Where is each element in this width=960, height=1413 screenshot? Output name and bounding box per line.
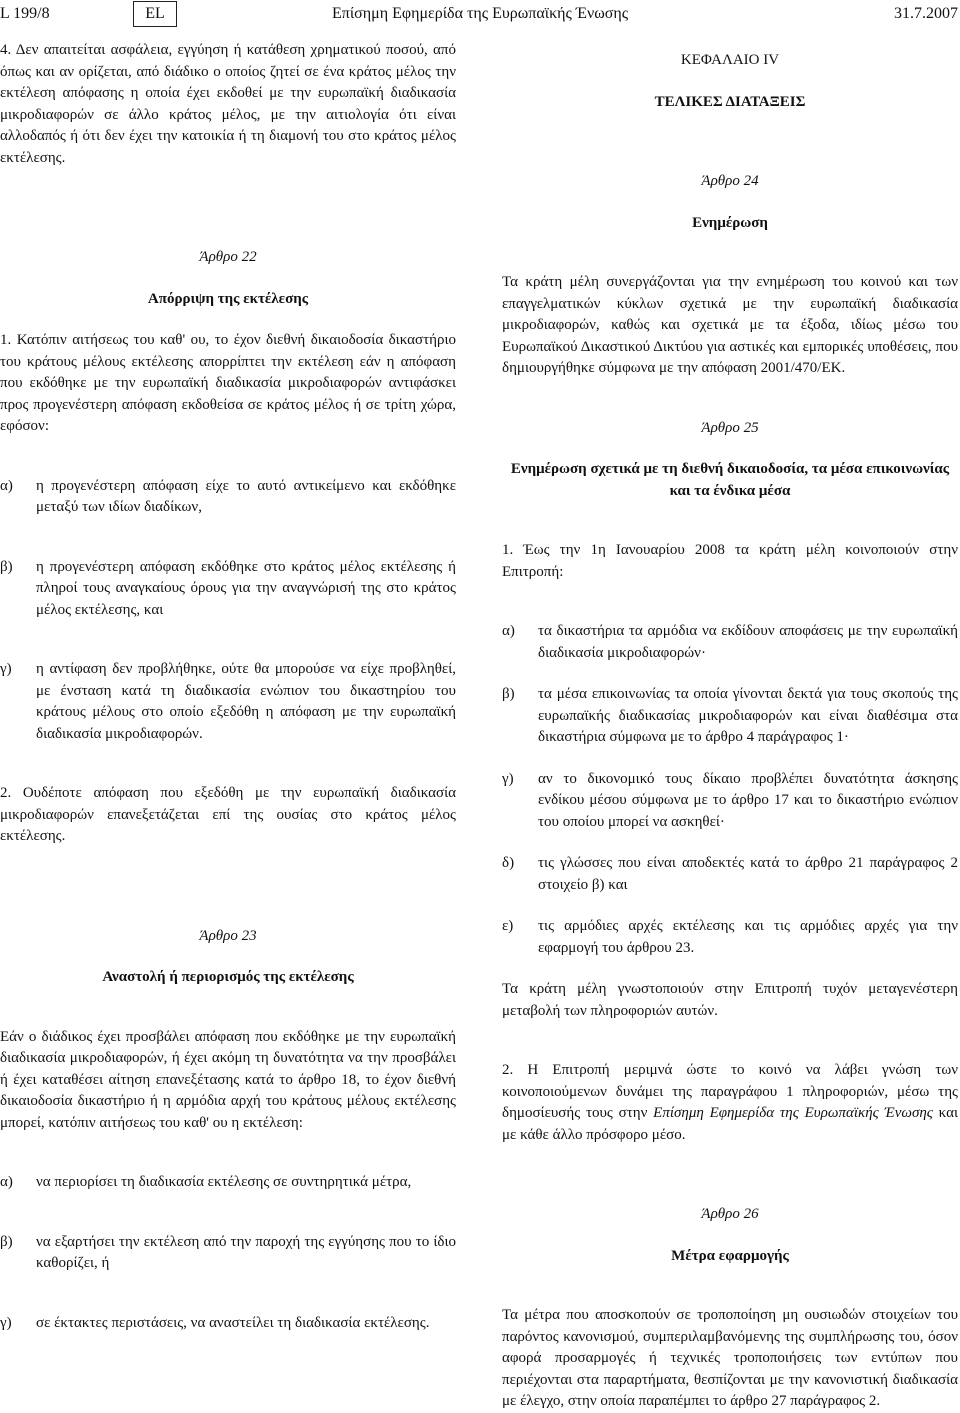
list-item: δ) τις γλώσσες που είναι αποδεκτές κατά το άρθρο 21 παράγραφος 2 στοιχείο β) και xyxy=(502,855,958,893)
page-number: L 199/8 xyxy=(0,5,50,22)
list-item: α) η προγενέστερη απόφαση είχε το αυτό αντικείμενο και εκδόθηκε μεταξύ των ιδίων διαδίκων, xyxy=(0,477,456,515)
article-26-number: Άρθρο 26 xyxy=(701,1206,759,1222)
article-25-paragraph-2: 2. Η Επιτροπή μεριμνά ώστε το κοινό να λάβει γνώση των κοινοποιούμενων δυνάμει της παραγράφου 1 πληροφοριών, μέσω της δημοσίευσής τους στην Επίσημη Εφημερίδα της Ευρωπαϊκής Ένωσης και με κάθε άλλο πρόσφορο μέσο. xyxy=(502,1062,958,1143)
article-25-paragraph-1: 1. Έως την 1η Ιανουαρίου 2008 τα κράτη μέλη κοινοποιούν στην Επιτροπή: xyxy=(502,542,958,580)
paragraph-4: 4. Δεν απαιτείται ασφάλεια, εγγύηση ή κατάθεση χρηματικού ποσού, από όπως και αν ορίζεται, από διάδικο ο οποίος ζητεί σε ένα κράτος μέλος την εκτέλεση απόφασης η οποία έχει εκδοθεί με την ευρωπαϊκή διαδικασία μικροδιαφορών σε άλλο κράτος μέλος, με την αιτιολογία ότι είναι αλλοδαπός ή ότι δεν έχει την κατοικία ή τη διαμονή του στο κράτος μέλος εκτέλεσης. xyxy=(0,42,456,166)
article-22-paragraph-1: 1. Κατόπιν αιτήσεως του καθ' ου, το έχον διεθνή δικαιοδοσία δικαστήριο του κράτους μέλους εκτέλεσης απορρίπτει την εκτέλεση εάν η απόφαση που εκδόθηκε με την ευρωπαϊκή διαδικασία μικροδιαφορών αντιφάσκει προς προγενέστερη απόφαση εκδοθείσα σε κράτος μέλος ή σε τρίτη χώρα, εφόσον: xyxy=(0,332,456,434)
left-column xyxy=(0,40,456,1334)
article-22-title: Απόρριψη της εκτέλεσης xyxy=(147,290,309,307)
article-25-number: Άρθρο 25 xyxy=(701,419,759,436)
chapter-title: ΤΕΛΙΚΕΣ ΔΙΑΤΑΞΕΙΣ xyxy=(654,93,806,110)
article-25-paragraph-1b: Τα κράτη μέλη γνωστοποιούν στην Επιτροπή τυχόν μεταγενέστερη μεταβολή των πληροφοριών αυτών. xyxy=(502,981,958,1019)
article-24-number: Άρθρο 24 xyxy=(701,173,759,189)
language-badge: EL xyxy=(133,1,177,27)
chapter-number: ΚΕΦΑΛΑΙΟ IV xyxy=(680,52,780,68)
journal-reference: Επίσημη Εφημερίδα της Ευρωπαϊκής Ένωσης xyxy=(653,1105,933,1121)
article-23-paragraph: Εάν ο διάδικος έχει προσβάλει απόφαση που εκδόθηκε με την ευρωπαϊκή διαδικασία μικροδιαφορών, ή έχει ακόμη τη δυνατότητα να την προσβάλει ή έχει καταθέσει αίτηση επανεξέτασης κατά το άρθρο 18, το έχον διεθνή δικαιοδοσία δικαστήριο ή η αρμόδια αρχή του κράτους μέλους εκτέλεσης μπορεί, κατόπιν αιτήσεως του καθ' ου η εκτέλεση: xyxy=(0,1028,456,1131)
article-22-number: Άρθρο 22 xyxy=(199,249,257,265)
publication-date: 31.7.2007 xyxy=(894,5,958,22)
article-26-paragraph: Τα μέτρα που αποσκοπούν σε τροποποίηση μη ουσιωδών στοιχείων του παρόντος κανονισμού, συμπεριλαμβανόμενης της συμπλήρωσης του, όσον αφορά προσαρμογές ή τεχνικές τροποποιήσεις των εντύπων που περιέχονται στα παραρτήματα, θεσπίζονται με την κανονιστική διαδικασία με έλεγχο, στην οποία παραπέμπει το άρθρο 27 παράγραφος 2. xyxy=(502,1307,958,1409)
right-column xyxy=(502,40,958,1413)
list-item: ε) τις αρμόδιες αρχές εκτέλεσης και τις αρμόδιες αρχές για την εφαρμογή του άρθρου 23. xyxy=(502,918,958,956)
list-item: γ) σε έκτακτες περιστάσεις, να αναστείλει τη διαδικασία εκτέλεσης. xyxy=(0,1314,430,1331)
article-23-number: Άρθρο 23 xyxy=(199,927,257,944)
article-24-paragraph: Τα κράτη μέλη συνεργάζονται για την ενημέρωση του κοινού και των επαγγελματικών κύκλων σχετικά με την ευρωπαϊκή διαδικασία μικροδιαφορών, καθώς και σχετικά με τα έξοδα, ιδίως μέσω του Ευρωπαϊκού Δικαστικού Δικτύου για αστικές και εμπορικές υποθέσεις, που δημιουργήθηκε σύμφωνα με την απόφαση 2001/470/ΕΚ. xyxy=(502,274,958,376)
list-item: β) να εξαρτήσει την εκτέλεση από την παροχή της εγγύησης που το ίδιο καθορίζει, ή xyxy=(0,1233,456,1271)
list-item: β) η προγενέστερη απόφαση εκδόθηκε στο κράτος μέλος εκτέλεσης ή πληροί τους αναγκαίους όρους για την αναγνώρισή της στο κράτος μέλος εκτέλεσης, και xyxy=(0,558,456,618)
article-23-title: Αναστολή ή περιορισμός της εκτέλεσης xyxy=(102,969,354,985)
article-26-title: Μέτρα εφαρμογής xyxy=(671,1247,789,1264)
list-item: α) τα δικαστήρια τα αρμόδια να εκδίδουν αποφάσεις με την ευρωπαϊκή διαδικασία μικροδιαφορών· xyxy=(502,623,958,661)
list-item: α) να περιορίσει τη διαδικασία εκτέλεσης σε συντηρητικά μέτρα, xyxy=(0,1174,412,1190)
journal-title: Επίσημη Εφημερίδα της Ευρωπαϊκής Ένωσης xyxy=(332,5,629,22)
list-item: β) τα μέσα επικοινωνίας τα οποία γίνονται δεκτά για τους σκοπούς της ευρωπαϊκής διαδικασίας μικροδιαφορών και είναι διαθέσιμα στα δικαστήρια σύμφωνα με το άρθρο 4 παράγραφος 1· xyxy=(502,686,958,745)
article-25-title: Ενημέρωση σχετικά με τη διεθνή δικαιοδοσία, τα μέσα επικοινωνίας και τα ένδικα μέσα xyxy=(510,461,950,499)
article-24-title: Ενημέρωση xyxy=(692,214,768,231)
article-22-paragraph-2: 2. Ουδέποτε απόφαση που εξεδόθη με την ευρωπαϊκή διαδικασία μικροδιαφορών επανεξετάζεται επί της ουσίας στο κράτος μέλος εκτέλεσης. xyxy=(0,785,456,844)
list-item: γ) αν το δικονομικό τους δίκαιο προβλέπει δυνατότητα άσκησης ενδίκου μέσου σύμφωνα με το άρθρο 17 και το δικαστήριο ενώπιον του οποίου μπορεί να ασκηθεί· xyxy=(502,770,958,830)
list-item: γ) η αντίφαση δεν προβλήθηκε, ούτε θα μπορούσε να είχε προβληθεί, με ένσταση κατά τη διαδικασία ενώπιον του δικαστηρίου του κράτους μέλους στο οποίο εξεδόθη η απόφαση με την ευρωπαϊκή διαδικασία μικροδιαφορών. xyxy=(0,661,456,742)
page-header xyxy=(0,3,960,27)
